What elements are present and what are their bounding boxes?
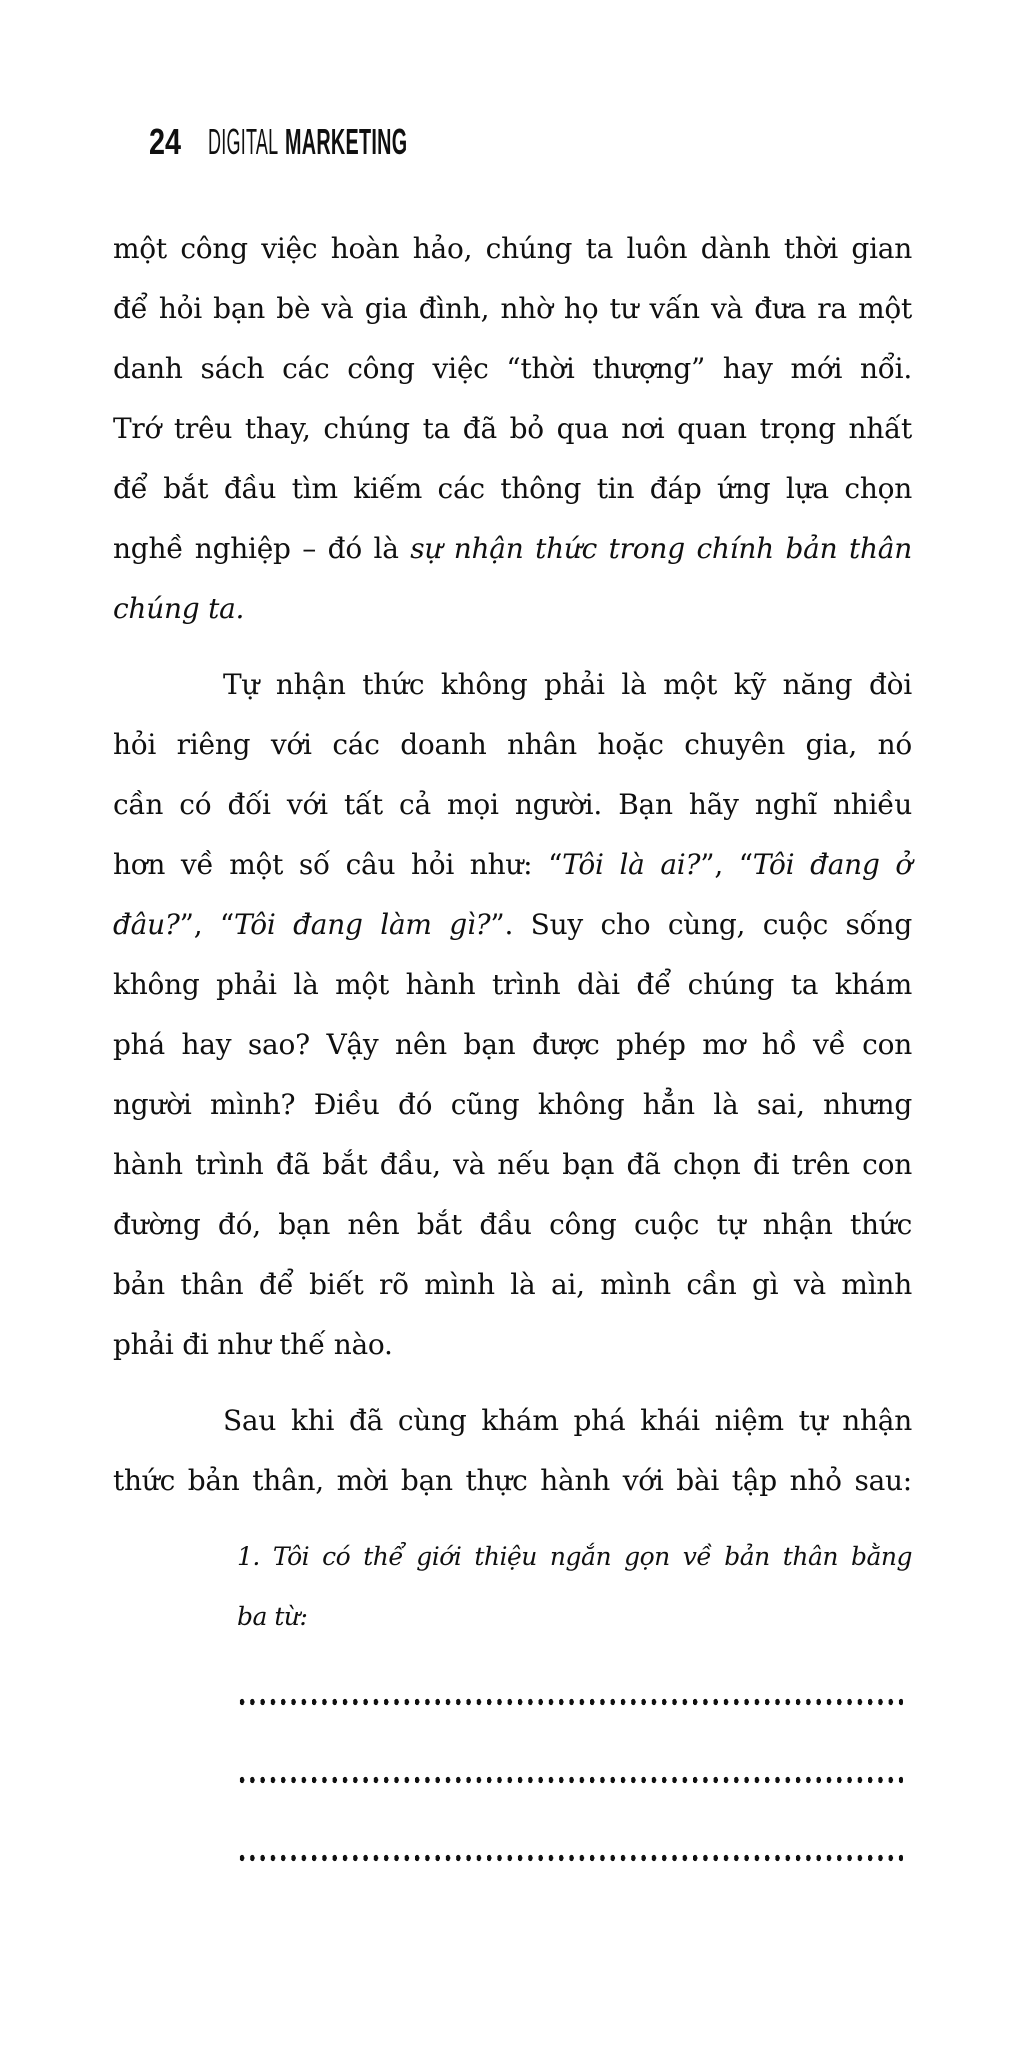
text-line bbox=[113, 579, 912, 639]
text-line bbox=[113, 955, 912, 1015]
text-segment: ”. Suy cho cùng, cuộc sống bbox=[490, 908, 913, 941]
text-line bbox=[113, 1315, 912, 1375]
text-line bbox=[113, 519, 912, 579]
exercise-item-1 bbox=[237, 1527, 912, 1647]
italic-text-segment: Tôi là ai? bbox=[562, 848, 701, 881]
paragraph-3 bbox=[113, 1391, 912, 1511]
fill-in-dotted-line bbox=[237, 1776, 903, 1784]
text-segment: phá hay sao? Vậy nên bạn được phép mơ hồ về con bbox=[113, 1028, 912, 1061]
fill-in-dotted-line bbox=[237, 1698, 903, 1706]
text-line bbox=[113, 1255, 912, 1315]
text-segment: cần có đối với tất cả mọi người. Bạn hãy nghĩ nhiều bbox=[113, 788, 912, 821]
text-column bbox=[113, 219, 912, 1862]
page-number: 24 bbox=[149, 121, 182, 162]
text-line bbox=[113, 1075, 912, 1135]
paragraph-2 bbox=[113, 655, 912, 1375]
text-segment: để hỏi bạn bè và gia đình, nhờ họ tư vấn và đưa ra một bbox=[113, 292, 912, 325]
text-line bbox=[113, 1451, 912, 1511]
text-line bbox=[113, 715, 912, 775]
text-line bbox=[113, 279, 912, 339]
text-segment: thức bản thân, mời bạn thực hành với bài tập nhỏ sau: bbox=[113, 1464, 912, 1497]
text-segment: phải đi như thế nào. bbox=[113, 1328, 393, 1361]
fill-in-dotted-line bbox=[237, 1854, 903, 1862]
text-line bbox=[113, 895, 912, 955]
book-title-bold: MARKETING bbox=[285, 121, 408, 162]
text-segment: Trớ trêu thay, chúng ta đã bỏ qua nơi quan trọng nhất bbox=[113, 412, 912, 445]
text-segment: ”, “ bbox=[179, 908, 235, 941]
italic-text-segment: Tôi đang ở bbox=[752, 848, 912, 881]
text-line bbox=[113, 219, 912, 279]
text-line bbox=[113, 1135, 912, 1195]
italic-text-segment: đâu? bbox=[113, 908, 180, 941]
text-line bbox=[113, 1391, 912, 1451]
text-line bbox=[237, 1587, 912, 1647]
text-segment: hỏi riêng với các doanh nhân hoặc chuyên gia, nó bbox=[113, 728, 912, 761]
text-segment: 1. Tôi có thể giới thiệu ngắn gọn về bản thân bằng bbox=[237, 1542, 912, 1571]
text-segment: để bắt đầu tìm kiếm các thông tin đáp ứng lựa chọn bbox=[113, 472, 912, 505]
text-line bbox=[113, 1195, 912, 1255]
italic-text-segment: Tôi đang làm gì? bbox=[234, 908, 491, 941]
text-line bbox=[113, 655, 912, 715]
text-segment: không phải là một hành trình dài để chúng ta khám bbox=[113, 968, 912, 1001]
text-segment: người mình? Điều đó cũng không hẳn là sai, nhưng bbox=[113, 1088, 912, 1121]
book-title-regular: DIGITAL bbox=[208, 121, 279, 162]
text-segment: bản thân để biết rõ mình là ai, mình cần gì và mình bbox=[113, 1268, 912, 1301]
text-segment: đường đó, bạn nên bắt đầu công cuộc tự nhận thức bbox=[113, 1208, 912, 1241]
text-segment: danh sách các công việc “thời thượng” hay mới nổi. bbox=[113, 352, 912, 385]
italic-text-segment: sự nhận thức trong chính bản thân bbox=[410, 532, 912, 565]
text-line bbox=[113, 339, 912, 399]
italic-text-segment: chúng ta. bbox=[113, 592, 245, 625]
text-segment: ”, “ bbox=[700, 848, 753, 881]
paragraph-1 bbox=[113, 219, 912, 639]
text-segment: Tự nhận thức không phải là một kỹ năng đòi bbox=[223, 668, 912, 701]
text-line bbox=[237, 1527, 912, 1587]
text-line bbox=[113, 459, 912, 519]
text-line bbox=[113, 775, 912, 835]
text-segment: hành trình đã bắt đầu, và nếu bạn đã chọn đi trên con bbox=[113, 1148, 912, 1181]
text-segment: Sau khi đã cùng khám phá khái niệm tự nhận bbox=[223, 1404, 912, 1437]
text-line bbox=[113, 399, 912, 459]
text-segment: ba từ: bbox=[237, 1602, 308, 1631]
text-segment: nghề nghiệp – đó là bbox=[113, 532, 411, 565]
text-line bbox=[113, 835, 912, 895]
text-line bbox=[113, 1015, 912, 1075]
text-segment: hơn về một số câu hỏi như: “ bbox=[113, 848, 563, 881]
running-header bbox=[0, 121, 1022, 164]
text-segment: một công việc hoàn hảo, chúng ta luôn dành thời gian bbox=[113, 232, 912, 265]
